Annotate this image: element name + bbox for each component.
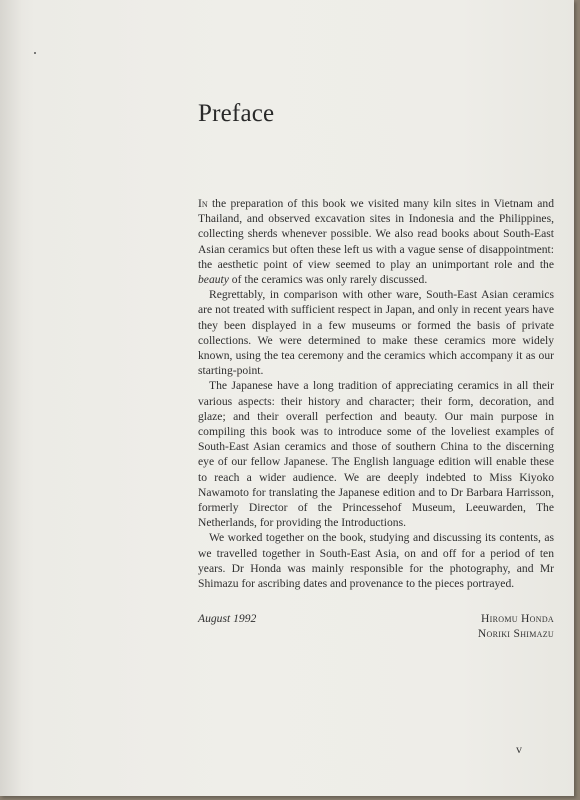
paper-speck bbox=[34, 52, 36, 54]
paragraph-4: We worked together on the book, studying and discussing its contents, as we travelled together in South-East Asia, on and off for a period of ten years. Dr Honda was mainly responsible for the photography, and Mr Shimazu for ascribing dates and provenance to the pieces portrayed. bbox=[198, 531, 554, 591]
paragraph-1-tail: of the ceramics was only rarely discussed. bbox=[228, 273, 428, 287]
paragraph-1-text: the preparation of this book we visited many kiln sites in Vietnam and Thailand, and observed excavation sites in Indonesia and the Philippines, collecting sherds whenever possible. We also read books about South-East Asian ceramics but often these left us with a vague sense of disappointment: the aesthetic point of view seemed to play an unimportant role and the bbox=[198, 197, 554, 271]
paragraph-3: The Japanese have a long tradition of appreciating ceramics in all their various aspects: their history and character; their form, decoration, and glaze; and their overall perfection and beauty. Our main purpose in compiling this book was to introduce some of the loveliest examples of South-East Asian ceramics and those of southern China to the discerning eye of our fellow Japanese. The English language edition will enable these to reach a wider audience. We are deeply indebted to Miss Kiyoko Nawamoto for translating the Japanese edition and to Dr Barbara Harrisson, formerly Director of the Princessehof Museum, Leeuwarden, The Netherlands, for providing the Introductions. bbox=[198, 379, 554, 530]
paragraph-1-italic: beauty bbox=[198, 273, 229, 287]
author-name: Hiromu Honda bbox=[480, 612, 554, 625]
author-names bbox=[478, 611, 554, 641]
author-name: Noriki Shimazu bbox=[477, 627, 554, 641]
preface-body bbox=[198, 196, 554, 591]
page-gutter-shadow bbox=[0, 0, 22, 796]
paragraph-2: Regrettably, in comparison with other ware, South-East Asian ceramics are not treated with sufficient respect in Japan, and only in recent years have they been displayed in a few museums or formed the basis of private collections. We were determined to make these ceramics more widely known, using the tea ceremony and the ceramics which accompany it as our starting-point. bbox=[198, 288, 554, 378]
page-number: v bbox=[516, 742, 522, 756]
page-title: Preface bbox=[198, 100, 275, 127]
paragraph-1-lead: In bbox=[198, 197, 208, 210]
preface-date: August 1992 bbox=[198, 612, 257, 625]
paragraph-1 bbox=[198, 196, 554, 287]
